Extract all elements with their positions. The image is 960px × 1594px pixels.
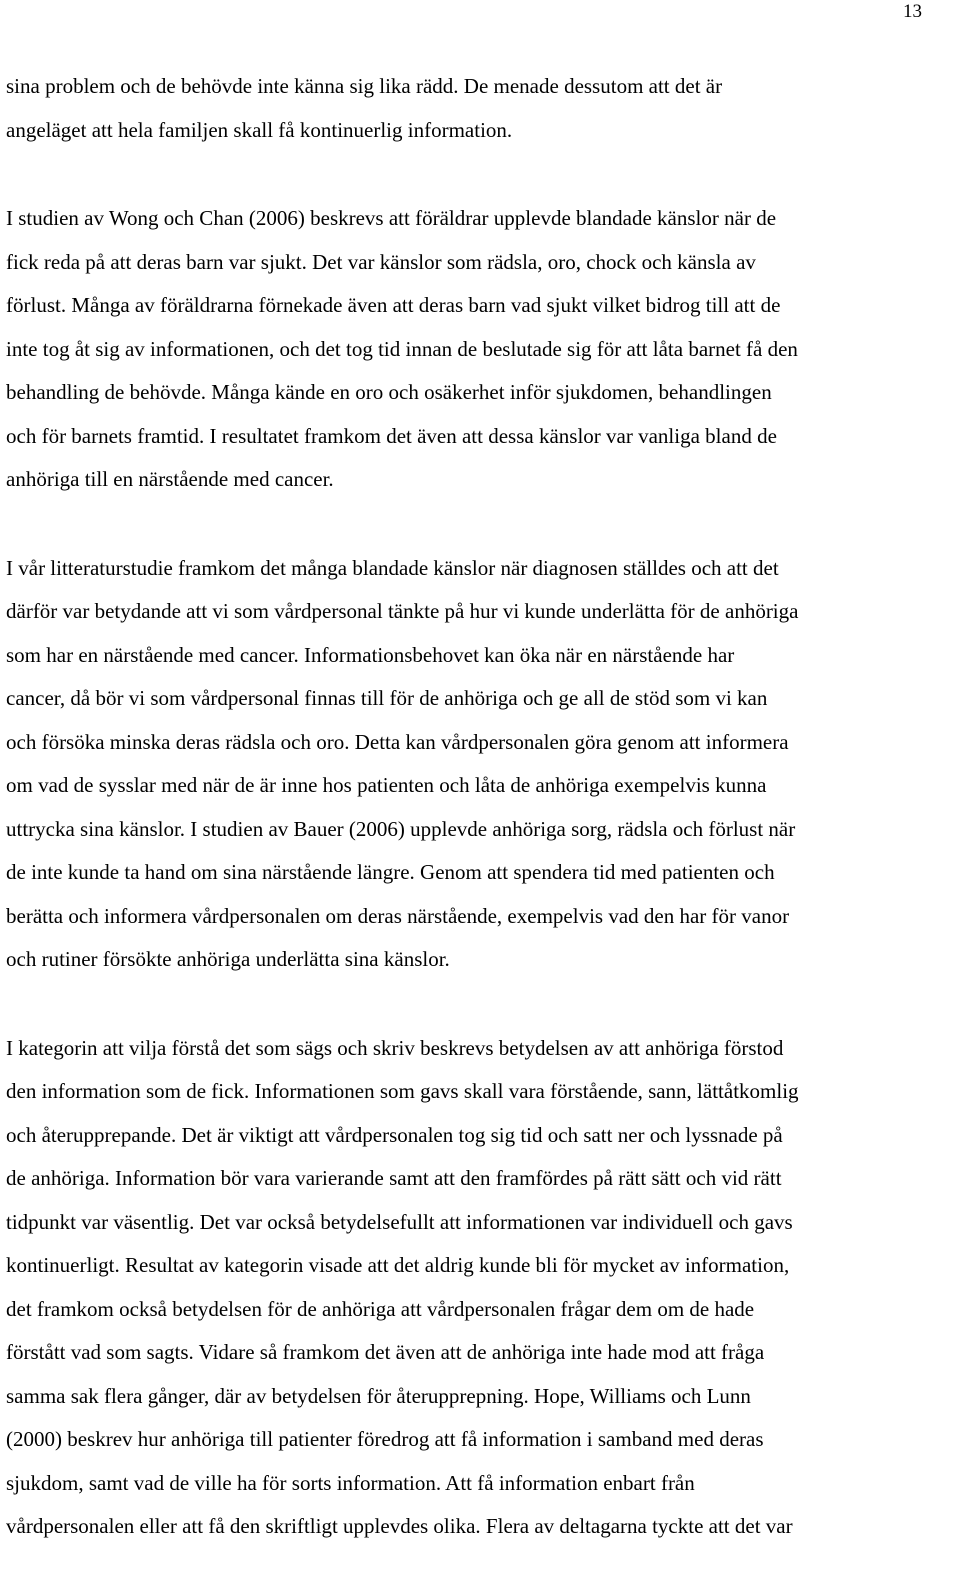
text-line: därför var betydande att vi som vårdpersonal tänkte på hur vi kunde underlätta för de anhöriga (6, 599, 799, 623)
text-line: de anhöriga. Information bör vara varierande samt att den framfördes på rätt sätt och vid rätt (6, 1166, 782, 1190)
text-line: och försöka minska deras rädsla och oro. Detta kan vårdpersonalen göra genom att informera (6, 729, 789, 754)
paragraph-3 (6, 547, 960, 982)
text-line: I kategorin att vilja förstå det som sägs och skriv beskrevs betydelsen av att anhöriga förstod (6, 1035, 784, 1060)
text-line: cancer, då bör vi som vårdpersonal finnas till för de anhöriga och ge all de stöd som vi kan (6, 686, 768, 710)
text-line: fick reda på att deras barn var sjukt. Det var känslor som rädsla, oro, chock och känsla av (6, 249, 756, 274)
text-line: och rutiner försökte anhöriga underlätta sina känslor. (6, 947, 450, 971)
text-line: I studien av Wong och Chan (2006) beskrevs att föräldrar upplevde blandade känslor när de (6, 206, 777, 230)
text-line: sjukdom, samt vad de ville ha för sorts information. Att få information enbart från (6, 1470, 695, 1495)
text-line: den information som de fick. Informationen som gavs skall vara förstående, sann, lättåtkomlig (6, 1079, 799, 1103)
text-line: och återupprepande. Det är viktigt att vårdpersonalen tog sig tid och satt ner och lyssnade på (6, 1122, 783, 1147)
text-line: och för barnets framtid. I resultatet framkom det även att dessa känslor var vanliga bland de (6, 423, 777, 448)
text-line: vårdpersonalen eller att få den skriftligt upplevdes olika. Flera av deltagarna tyckte att det var (6, 1514, 793, 1538)
text-line: de inte kunde ta hand om sina närstående längre. Genom att spendera tid med patienten och (6, 860, 775, 884)
text-line: kontinuerligt. Resultat av kategorin visade att det aldrig kunde bli för mycket av information, (6, 1253, 790, 1277)
text-line: det framkom också betydelsen för de anhöriga att vårdpersonalen frågar dem om de hade (6, 1296, 755, 1321)
page-number: 13 (903, 1, 922, 22)
paragraph-4 (6, 1027, 960, 1549)
text-line: berätta och informera vårdpersonalen om deras närstående, exempelvis vad den har för vanor (6, 903, 790, 928)
text-line: (2000) beskrev hur anhöriga till patienter föredrog att få information i samband med deras (6, 1427, 764, 1451)
text-line: förstått vad som sagts. Vidare så framkom det även att de anhöriga inte hade mod att fråga (6, 1340, 765, 1364)
text-line: angeläget att hela familjen skall få kontinuerlig information. (6, 117, 513, 142)
text-line: anhöriga till en närstående med cancer. (6, 467, 334, 491)
text-line: som har en närstående med cancer. Informationsbehovet kan öka när en närstående har (6, 642, 735, 667)
text-line: uttrycka sina känslor. I studien av Bauer (2006) upplevde anhöriga sorg, rädsla och förlust när (6, 816, 796, 841)
text-line: tidpunkt var väsentlig. Det var också betydelsefullt att informationen var individuell och gavs (6, 1209, 793, 1234)
text-line: samma sak flera gånger, där av betydelsen för återupprepning. Hope, Williams och Lunn (6, 1383, 751, 1408)
paragraph-1 (6, 65, 960, 152)
text-line: behandling de behövde. Många kände en oro och osäkerhet inför sjukdomen, behandlingen (6, 380, 772, 404)
text-line: inte tog åt sig av informationen, och det tog tid innan de beslutade sig för att låta barnet få den (6, 336, 798, 361)
text-line: I vår litteraturstudie framkom det många blandade känslor när diagnosen ställdes och att det (6, 555, 779, 580)
paragraph-2 (6, 197, 960, 502)
text-line: förlust. Många av föräldrarna förnekade även att deras barn vad sjukt vilket bidrog till att de (6, 293, 781, 317)
text-line: sina problem och de behövde inte känna sig lika rädd. De menade dessutom att det är (6, 74, 723, 98)
document-body (6, 65, 960, 1594)
text-line: om vad de sysslar med när de är inne hos patienten och låta de anhöriga exempelvis kunna (6, 773, 767, 797)
